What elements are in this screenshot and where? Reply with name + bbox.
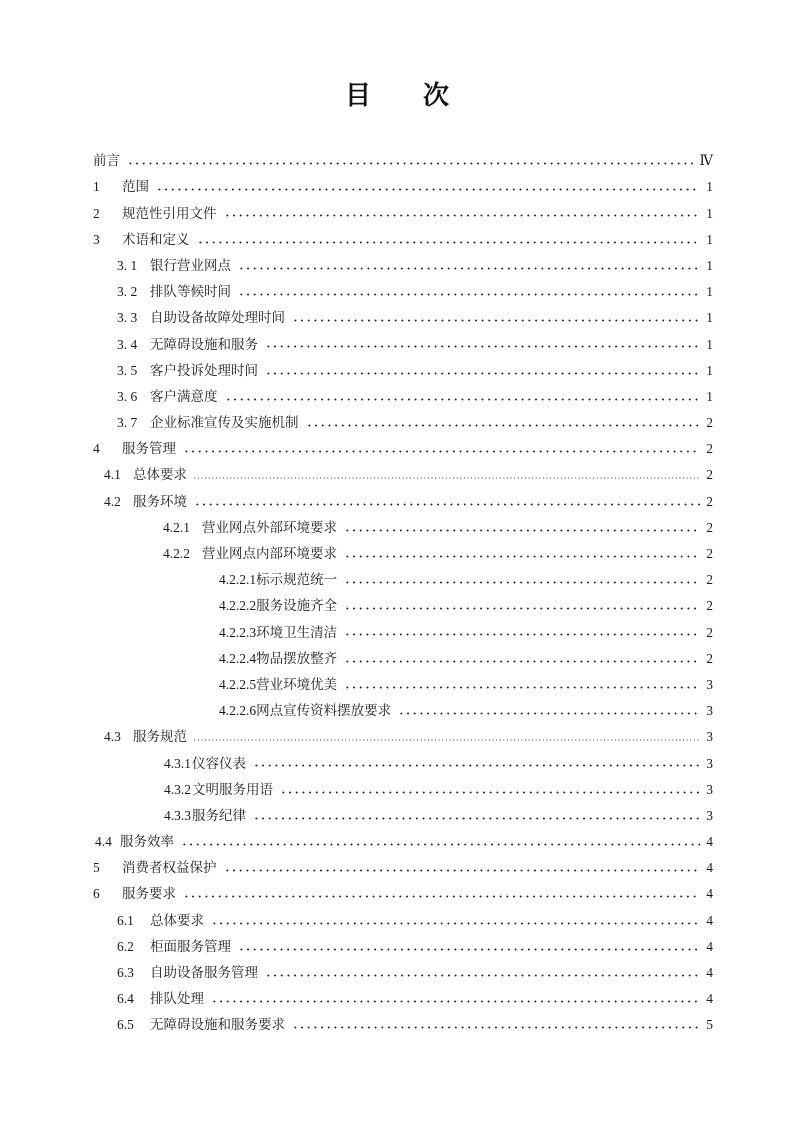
toc-entry-label: 范围 bbox=[122, 179, 149, 195]
toc-dot-leader bbox=[396, 695, 700, 721]
toc-dot-leader bbox=[223, 381, 701, 407]
toc-entry-number: 5 bbox=[93, 860, 100, 876]
toc-dot-leader bbox=[192, 485, 700, 511]
toc-entry-page: 3 bbox=[706, 807, 713, 823]
toc-entry bbox=[93, 485, 713, 511]
toc-entry-page: 1 bbox=[706, 310, 713, 326]
toc-entry-number: 3. 5 bbox=[117, 362, 138, 378]
toc-dot-leader bbox=[236, 276, 700, 302]
toc-entry bbox=[93, 302, 713, 328]
toc-dot-leader bbox=[263, 328, 700, 354]
toc-entry-label: 企业标准宣传及实施机制 bbox=[150, 415, 299, 431]
toc-entry bbox=[93, 538, 713, 564]
toc-dot-leader bbox=[222, 852, 701, 878]
toc-entry-label: 网点宣传资料摆放要求 bbox=[256, 703, 392, 719]
toc-entry-page: 5 bbox=[706, 1017, 713, 1033]
toc-entry-number: 6.3 bbox=[117, 965, 134, 980]
toc-entry bbox=[93, 433, 713, 459]
toc-dot-leader bbox=[342, 564, 700, 590]
toc-entry bbox=[93, 1009, 713, 1035]
toc-entry-label: 前言 bbox=[93, 153, 120, 169]
toc-dot-leader bbox=[125, 145, 697, 171]
toc-entry bbox=[93, 355, 713, 381]
toc-entry-number: 3. 7 bbox=[117, 415, 138, 431]
toc-entry bbox=[93, 564, 713, 590]
toc-entry-label: 银行营业网点 bbox=[150, 257, 231, 273]
toc-entry bbox=[93, 224, 713, 250]
toc-entry-number: 4.2.1 bbox=[163, 519, 190, 535]
toc-entry-label: 服务设施齐全 bbox=[256, 598, 338, 614]
toc-entry bbox=[93, 904, 713, 930]
toc-dot-leader bbox=[263, 355, 700, 381]
toc-entry-label: 文明服务用语 bbox=[192, 781, 273, 797]
toc-entry-number: 4.2.2.3 bbox=[219, 624, 257, 640]
toc-entry-page: 2 bbox=[706, 650, 713, 666]
toc-entry-number: 3. 2 bbox=[117, 284, 138, 300]
toc-entry-number: 4.1 bbox=[104, 467, 121, 483]
toc-entry-number: 4.3.2 bbox=[164, 781, 191, 797]
toc-dot-leader bbox=[154, 171, 700, 197]
toc-dot-leader bbox=[290, 1009, 700, 1035]
toc-entry-label: 排队等候时间 bbox=[150, 284, 231, 300]
toc-entry-page: 1 bbox=[706, 257, 713, 273]
toc-entry-label: 服务要求 bbox=[122, 886, 176, 902]
toc-dot-leader bbox=[195, 224, 701, 250]
toc-entry-number: 4.2.2.6 bbox=[219, 703, 257, 719]
toc-entry-number: 3. 6 bbox=[117, 388, 138, 404]
toc-entry-label: 客户满意度 bbox=[150, 388, 218, 404]
toc-dot-leader bbox=[181, 433, 700, 459]
toc-entry bbox=[93, 669, 713, 695]
toc-entry-label: 服务管理 bbox=[122, 441, 176, 457]
toc-entry bbox=[93, 250, 713, 276]
toc-entry bbox=[93, 381, 713, 407]
toc-entry bbox=[93, 983, 713, 1009]
toc-entry-number: 3. 1 bbox=[117, 257, 138, 273]
toc-entry-label: 柜面服务管理 bbox=[150, 938, 231, 954]
toc-dot-leader bbox=[209, 904, 700, 930]
toc-entry-number: 4.3.3 bbox=[164, 807, 191, 823]
toc-entry-number: 1 bbox=[93, 179, 100, 195]
toc-dot-leader bbox=[236, 931, 700, 957]
toc-entry-label: 营业网点内部环境要求 bbox=[202, 546, 337, 561]
toc-entry bbox=[93, 407, 713, 433]
toc-entry-number: 4.2.2 bbox=[163, 546, 190, 561]
toc-entry bbox=[93, 852, 713, 878]
toc-entry-label: 规范性引用文件 bbox=[122, 205, 217, 221]
toc-entry bbox=[93, 747, 713, 773]
toc-entry bbox=[93, 826, 713, 852]
toc-dot-leader bbox=[342, 616, 700, 642]
toc-entry-label: 营业环境优美 bbox=[256, 676, 338, 692]
toc-entry bbox=[93, 931, 713, 957]
toc-entry-page: 1 bbox=[706, 336, 713, 352]
toc-dot-leader bbox=[181, 878, 700, 904]
toc-entry-page: 4 bbox=[706, 860, 713, 876]
toc-entry-page: 4 bbox=[706, 991, 713, 1007]
toc-entry-number: 4.2.2.1 bbox=[219, 572, 257, 588]
toc-entry-page: 3 bbox=[706, 729, 713, 745]
toc-entry bbox=[93, 643, 713, 669]
toc-entry-label: 仪容仪表 bbox=[192, 755, 246, 771]
toc-entry-number: 4.4 bbox=[95, 834, 112, 850]
toc-entry-page: 4 bbox=[706, 965, 713, 980]
toc-entry bbox=[93, 695, 713, 721]
toc-entry bbox=[93, 800, 713, 826]
toc-entry-label: 术语和定义 bbox=[122, 231, 190, 247]
toc-entry-label: 总体要求 bbox=[150, 912, 204, 928]
toc-entry-page: 3 bbox=[706, 703, 713, 719]
toc-entry-label: 无障碍设施和服务要求 bbox=[150, 1017, 285, 1033]
toc-dot-leader bbox=[251, 747, 700, 773]
toc-entry-page: 2 bbox=[706, 441, 713, 457]
toc-entry-page: 4 bbox=[706, 912, 713, 928]
toc-entry-label: 自助设备故障处理时间 bbox=[150, 310, 285, 326]
toc-entry-number: 6 bbox=[93, 886, 100, 902]
toc-entry-page: 1 bbox=[706, 388, 713, 404]
toc-entry bbox=[93, 171, 713, 197]
toc-entry-number: 2 bbox=[93, 205, 100, 221]
toc-entry-number: 6.2 bbox=[117, 938, 134, 954]
toc-entry-page: 2 bbox=[706, 415, 713, 431]
toc-entry-page: 3 bbox=[706, 781, 713, 797]
toc-dot-leader bbox=[342, 669, 700, 695]
toc-entry-number: 4.2.2.4 bbox=[219, 650, 257, 666]
toc-entry bbox=[93, 774, 713, 800]
toc-list bbox=[93, 145, 713, 1035]
toc-entry-label: 服务规范 bbox=[133, 729, 187, 745]
toc-entry-number: 4.3.1 bbox=[164, 755, 191, 771]
toc-entry-label: 环境卫生清洁 bbox=[256, 624, 338, 640]
toc-entry bbox=[93, 276, 713, 302]
toc-entry-number: 4.3 bbox=[104, 729, 121, 745]
toc-entry-page: 1 bbox=[706, 231, 713, 247]
toc-entry-label: 服务环境 bbox=[133, 493, 187, 509]
toc-entry-page: Ⅳ bbox=[699, 153, 713, 169]
toc-entry bbox=[93, 145, 713, 171]
toc-entry bbox=[93, 197, 713, 223]
toc-entry-page: 1 bbox=[706, 205, 713, 221]
toc-dot-leader bbox=[290, 302, 700, 328]
toc-entry-label: 客户投诉处理时间 bbox=[150, 362, 258, 378]
toc-entry bbox=[93, 878, 713, 904]
toc-entry-number: 4.2.2.2 bbox=[219, 598, 257, 614]
toc-entry-label: 服务纪律 bbox=[192, 807, 246, 823]
toc-dot-leader bbox=[251, 800, 700, 826]
toc-dot-leader bbox=[209, 983, 700, 1009]
toc-entry-page: 1 bbox=[706, 179, 713, 195]
toc-entry-label: 标示规范统一 bbox=[256, 572, 338, 588]
toc-dot-leader bbox=[179, 826, 700, 852]
toc-entry-page: 2 bbox=[706, 493, 713, 509]
toc-entry-page: 4 bbox=[706, 938, 713, 954]
toc-entry-label: 自助设备服务管理 bbox=[150, 965, 258, 980]
toc-entry bbox=[93, 721, 713, 747]
toc-entry-page: 1 bbox=[706, 362, 713, 378]
toc-entry-page: 2 bbox=[706, 467, 713, 483]
toc-dot-leader bbox=[342, 538, 700, 564]
toc-entry-page: 2 bbox=[706, 598, 713, 614]
toc-entry bbox=[93, 459, 713, 485]
toc-entry-label: 消费者权益保护 bbox=[122, 860, 217, 876]
page-title: 目 次 bbox=[344, 80, 449, 110]
toc-entry-page: 3 bbox=[706, 676, 713, 692]
toc-entry-label: 总体要求 bbox=[133, 467, 187, 483]
toc-entry-page: 3 bbox=[706, 755, 713, 771]
toc-entry bbox=[93, 616, 713, 642]
toc-entry-page: 4 bbox=[706, 834, 713, 850]
toc-entry-label: 营业网点外部环境要求 bbox=[202, 519, 337, 535]
toc-entry-label: 排队处理 bbox=[150, 991, 204, 1007]
toc-entry-page: 1 bbox=[706, 284, 713, 300]
toc-dot-leader bbox=[342, 590, 700, 616]
toc-dot-leader bbox=[222, 197, 701, 223]
toc-entry-page: 2 bbox=[706, 519, 713, 535]
toc-dot-leader bbox=[192, 459, 700, 485]
toc-entry bbox=[93, 590, 713, 616]
toc-dot-leader bbox=[263, 957, 700, 983]
toc-entry bbox=[93, 512, 713, 538]
toc-entry-label: 物品摆放整齐 bbox=[256, 650, 338, 666]
toc-dot-leader bbox=[278, 774, 700, 800]
toc-entry-page: 4 bbox=[706, 886, 713, 902]
toc-entry-label: 服务效率 bbox=[120, 834, 174, 850]
toc-entry-label: 无障碍设施和服务 bbox=[150, 336, 258, 352]
toc-entry-number: 6.4 bbox=[117, 991, 134, 1007]
toc-entry bbox=[93, 328, 713, 354]
toc-entry-number: 3 bbox=[93, 231, 100, 247]
toc-entry-number: 4.2 bbox=[104, 493, 121, 509]
toc-dot-leader bbox=[304, 407, 701, 433]
toc-dot-leader bbox=[342, 512, 700, 538]
toc-entry-page: 2 bbox=[706, 624, 713, 640]
toc-entry-number: 3. 3 bbox=[117, 310, 138, 326]
toc-entry bbox=[93, 957, 713, 983]
toc-entry-number: 6.5 bbox=[117, 1017, 134, 1033]
toc-entry-number: 4 bbox=[93, 441, 100, 457]
toc-dot-leader bbox=[236, 250, 700, 276]
toc-dot-leader bbox=[342, 643, 700, 669]
toc-entry-number: 4.2.2.5 bbox=[219, 676, 257, 692]
toc-entry-page: 2 bbox=[706, 572, 713, 588]
toc-entry-number: 6.1 bbox=[117, 912, 134, 928]
toc-entry-page: 2 bbox=[706, 546, 713, 561]
toc-dot-leader bbox=[192, 721, 700, 747]
toc-entry-number: 3. 4 bbox=[117, 336, 138, 352]
